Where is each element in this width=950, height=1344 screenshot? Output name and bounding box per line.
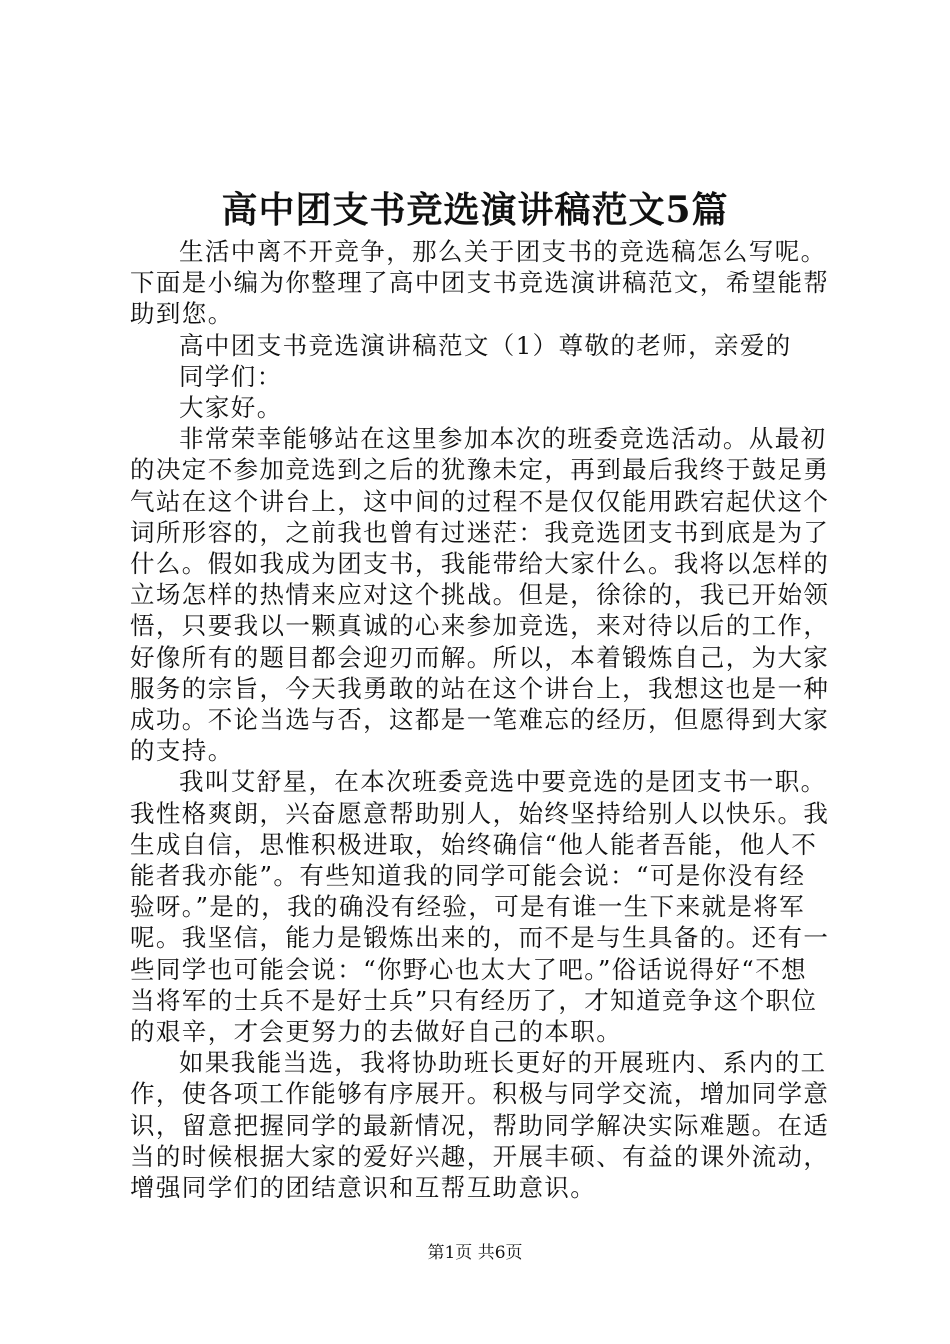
paragraph-self-introduction: 我叫艾舒星，在本次班委竞选中要竞选的是团支书一职。我性格爽朗，兴奋愿意帮助别人，始终坚持给别人以快乐。我生成自信，思惟积极进取，始终确信“他人能者吾能，他人不能者我亦能”。有些知道我的同学可能会说：“可是你没有经验呀。”是的，我的确没有经验，可是有谁一生下来就是将军呢。我坚信，能力是锻炼出来的，而不是与生具备的。还有一些同学也可能会说：“你野心也太大了吧。”俗话说得好“不想当将军的士兵不是好士兵”只有经历了，才知道竞争这个职位的艰辛，才会更努力的去做好自己的本职。 <box>130 767 830 1047</box>
paragraph-plans: 如果我能当选，我将协助班长更好的开展班内、系内的工作，使各项工作能够有序展开。积极与同学交流，增加同学意识，留意把握同学的最新情况，帮助同学解决实际难题。在适当的时候根据大家的爱好兴趣，开展丰硕、有益的课外流动，增强同学们的团结意识和互帮互助意识。 <box>130 1048 830 1203</box>
document-body <box>130 236 830 1203</box>
paragraph-speech-heading: 高中团支书竞选演讲稿范文（1）尊敬的老师，亲爱的 <box>179 330 792 360</box>
paragraph-motivation: 非常荣幸能够站在这里参加本次的班委竞选活动。从最初的决定不参加竞选到之后的犹豫未定，再到最后我终于鼓足勇气站在这个讲台上，这中间的过程不是仅仅能用跌宕起伏这个词所形容的，之前我也曾有过迷茫：我竞选团支书到底是为了什么。假如我成为团支书，我能带给大家什么。我将以怎样的立场怎样的热情来应对这个挑战。但是，徐徐的，我已开始领悟，只要我以一颗真诚的心来参加竞选，来对待以后的工作，好像所有的题目都会迎刃而解。所以，本着锻炼自己，为大家服务的宗旨，今天我勇敢的站在这个讲台上，我想这也是一种成功。不论当选与否，这都是一笔难忘的经历，但愿得到大家的支持。 <box>130 424 830 766</box>
paragraph-greeting: 大家好。 <box>179 393 283 423</box>
paragraph-salutation: 同学们： <box>179 361 283 391</box>
page-number-footer: 第1页 共6页 <box>427 1243 523 1263</box>
document-title: 高中团支书竞选演讲稿范文5篇 <box>221 189 729 231</box>
paragraph-intro: 生活中离不开竞争，那么关于团支书的竞选稿怎么写呢。下面是小编为你整理了高中团支书竞选演讲稿范文，希望能帮助到您。 <box>130 237 830 329</box>
